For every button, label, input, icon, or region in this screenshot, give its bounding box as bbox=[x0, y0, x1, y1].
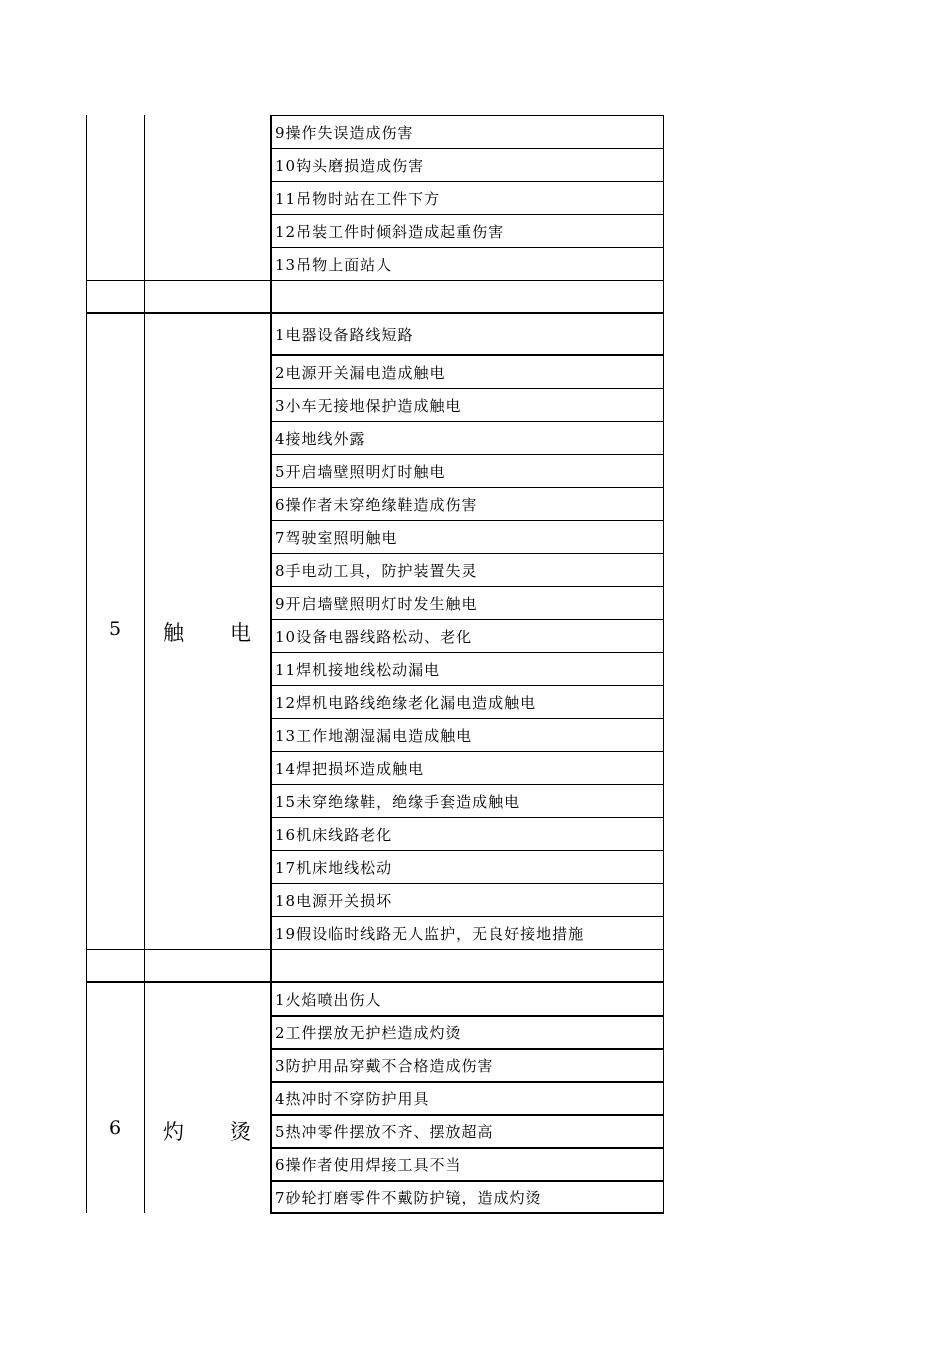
hazard-item: 13吊物上面站人 bbox=[275, 255, 393, 274]
hazard-item: 6操作者未穿绝缘鞋造成伤害 bbox=[275, 495, 478, 514]
hazard-item: 5开启墙壁照明灯时触电 bbox=[275, 462, 446, 481]
hazard-item: 8手电动工具，防护装置失灵 bbox=[275, 561, 478, 580]
category-char: 灼 bbox=[163, 1120, 184, 1144]
hazard-item: 6操作者使用焊接工具不当 bbox=[275, 1156, 462, 1174]
hazard-item: 13工作地潮湿漏电造成触电 bbox=[275, 726, 473, 745]
hazard-item: 7砂轮打磨零件不戴防护镜，造成灼烫 bbox=[275, 1188, 542, 1207]
hazard-item: 2电源开关漏电造成触电 bbox=[275, 363, 446, 382]
section-number: 6 bbox=[108, 1117, 122, 1139]
hazard-item: 14焊把损坏造成触电 bbox=[275, 759, 425, 778]
section-divider bbox=[86, 280, 664, 281]
hazard-item: 3防护用品穿戴不合格造成伤害 bbox=[275, 1057, 494, 1075]
row-line bbox=[270, 1212, 664, 1214]
hazard-item: 15未穿绝缘鞋，绝缘手套造成触电 bbox=[275, 792, 521, 811]
hazard-item: 10钩头磨损造成伤害 bbox=[275, 156, 425, 175]
section-category bbox=[145, 1116, 271, 1146]
section-divider bbox=[86, 949, 664, 950]
hazard-item: 19假设临时线路无人监护，无良好接地措施 bbox=[275, 924, 585, 943]
category-char: 触 bbox=[163, 621, 184, 645]
hazard-item: 9操作失误造成伤害 bbox=[275, 123, 414, 142]
hazard-item: 12焊机电路线绝缘老化漏电造成触电 bbox=[275, 693, 537, 712]
hazard-item: 11吊物时站在工件下方 bbox=[275, 189, 441, 208]
hazard-item: 10设备电器线路松动、老化 bbox=[275, 627, 473, 646]
category-char: 电 bbox=[230, 621, 251, 645]
hazard-item: 1电器设备路线短路 bbox=[275, 325, 414, 344]
hazard-item: 18电源开关损坏 bbox=[275, 891, 393, 910]
hazard-item: 16机床线路老化 bbox=[275, 825, 393, 844]
hazard-item: 1火焰喷出伤人 bbox=[275, 990, 382, 1009]
hazard-item: 11焊机接地线松动漏电 bbox=[275, 660, 441, 679]
hazard-item: 2工件摆放无护栏造成灼烫 bbox=[275, 1024, 462, 1042]
hazard-item: 4热冲时不穿防护用具 bbox=[275, 1090, 430, 1108]
hazard-item: 5热冲零件摆放不齐、摆放超高 bbox=[275, 1123, 494, 1141]
section-number: 5 bbox=[108, 618, 122, 640]
hazard-item: 17机床地线松动 bbox=[275, 858, 393, 877]
hazard-item: 7驾驶室照明触电 bbox=[275, 528, 398, 547]
section-category bbox=[145, 617, 271, 647]
hazard-item: 3小车无接地保护造成触电 bbox=[275, 396, 462, 415]
category-char: 烫 bbox=[230, 1120, 251, 1144]
hazard-item: 4接地线外露 bbox=[275, 429, 366, 448]
hazard-item: 12吊装工件时倾斜造成起重伤害 bbox=[275, 222, 505, 241]
hazard-item: 9开启墙壁照明灯时发生触电 bbox=[275, 594, 478, 613]
